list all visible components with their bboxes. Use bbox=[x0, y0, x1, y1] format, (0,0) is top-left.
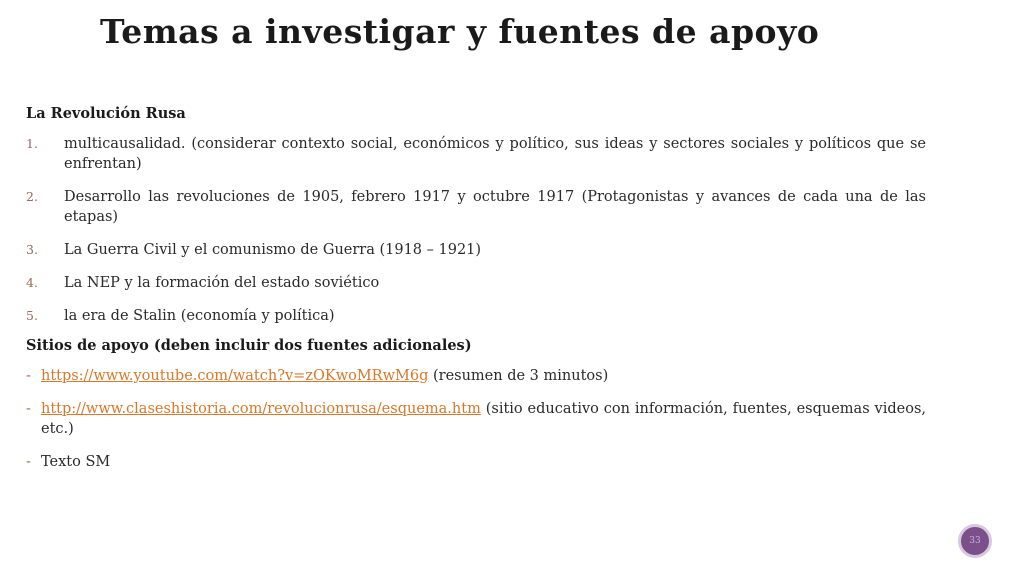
resource-text bbox=[41, 399, 926, 439]
list-number: 4. bbox=[26, 275, 38, 290]
slide-number-badge: 33 bbox=[958, 524, 992, 558]
claseshistoria-link[interactable]: http://www.claseshistoria.com/revolucionrusa/esquema.htm bbox=[41, 401, 481, 417]
youtube-link[interactable]: https://www.youtube.com/watch?v=zOKwoMRwM6g bbox=[41, 368, 429, 384]
list-item-text: la era de Stalin (economía y política) bbox=[64, 308, 335, 324]
list-item bbox=[26, 240, 926, 260]
section-heading-revolucion: La Revolución Rusa bbox=[26, 105, 186, 122]
slide-content bbox=[26, 104, 926, 485]
list-number: 5. bbox=[26, 308, 38, 323]
resource-description: Texto SM bbox=[41, 454, 111, 470]
list-item bbox=[26, 273, 926, 293]
resource-item bbox=[26, 452, 926, 472]
list-item-text: La Guerra Civil y el comunismo de Guerra (1918 – 1921) bbox=[64, 242, 482, 258]
resource-description: (resumen de 3 minutos) bbox=[428, 368, 609, 384]
resource-description: (sitio educativo con información, fuentes, esquemas videos, etc.) bbox=[41, 401, 926, 437]
list-item-text: La NEP y la formación del estado soviético bbox=[64, 275, 380, 291]
resource-item bbox=[26, 366, 926, 386]
list-number: 3. bbox=[26, 242, 38, 257]
slide-title: Temas a investigar y fuentes de apoyo bbox=[100, 12, 820, 51]
list-item-text: Desarrollo las revoluciones de 1905, febrero 1917 y octubre 1917 (Protagonistas y avances de cada una de las etapas) bbox=[64, 189, 926, 225]
resource-text bbox=[41, 366, 926, 386]
list-item bbox=[26, 306, 926, 326]
list-item-text: multicausalidad. (considerar contexto social, económicos y político, sus ideas y sectores sociales y políticos que se enfrentan) bbox=[64, 136, 926, 172]
list-item bbox=[26, 187, 926, 227]
section-heading-sitios: Sitios de apoyo (deben incluir dos fuentes adicionales) bbox=[26, 337, 472, 354]
list-number: 2. bbox=[26, 189, 38, 204]
dash-bullet: - bbox=[26, 454, 31, 470]
list-number: 1. bbox=[26, 136, 38, 151]
dash-bullet: - bbox=[26, 368, 31, 384]
resource-item bbox=[26, 399, 926, 439]
list-item bbox=[26, 134, 926, 174]
dash-bullet: - bbox=[26, 401, 31, 417]
